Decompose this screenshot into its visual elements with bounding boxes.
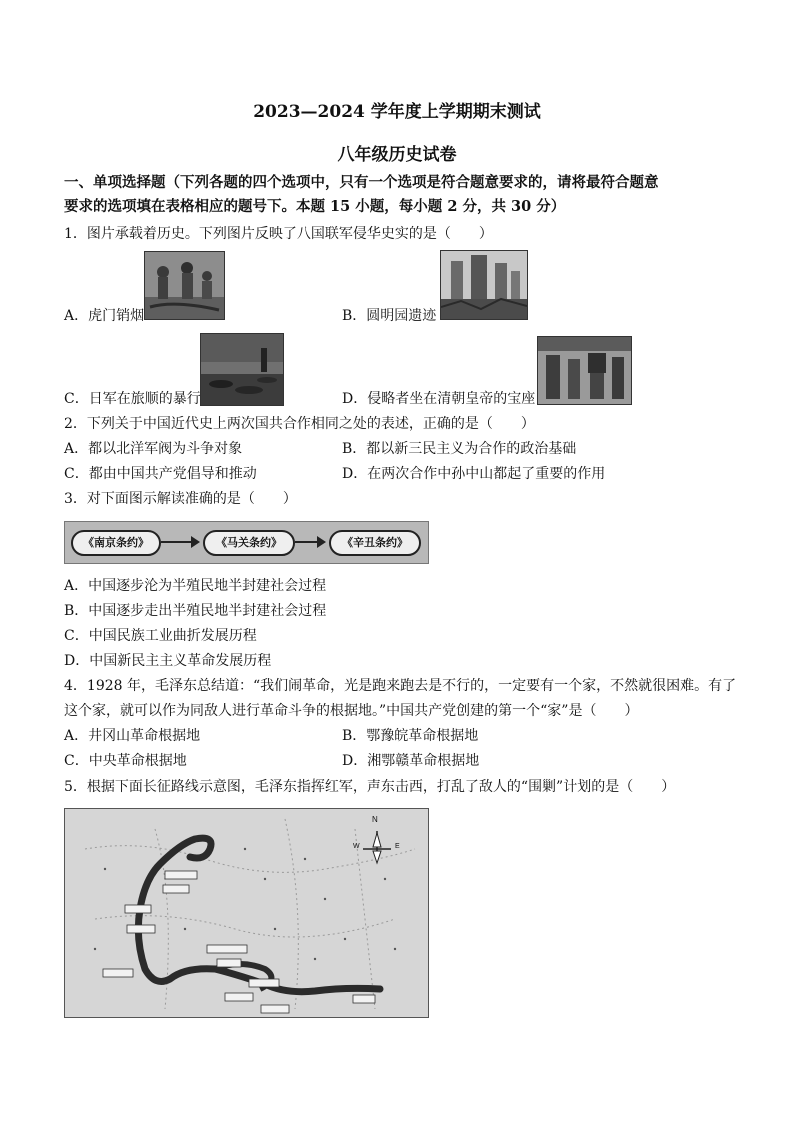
q4-option-c[interactable]: C．中央革命根据地 (64, 753, 187, 769)
q4-option-d[interactable]: D．湘鄂赣革命根据地 (342, 753, 480, 769)
q2-option-c[interactable]: C．都由中国共产党倡导和推动 (64, 466, 257, 482)
section-heading-line2: 要求的选项填在表格相应的题号下。本题 15 小题，每小题 2 分，共 30 分） (64, 198, 566, 215)
section-heading-line1: 一、单项选择题（下列各题的四个选项中，只有一个选项是符合题意要求的，请将最符合题意 (64, 174, 659, 191)
q1-image-b-yuanmingyuan (440, 250, 528, 320)
q4-option-a[interactable]: A．井冈山革命根据地 (64, 728, 201, 744)
q1-stem: 1．图片承载着历史。下列图片反映了八国联军侵华史实的是（ ） (64, 226, 493, 242)
q3-option-c[interactable]: C．中国民族工业曲折发展历程 (64, 628, 257, 644)
q1-option-b[interactable]: B．圆明园遗迹 (342, 308, 437, 324)
q1-image-a-humen (144, 251, 225, 320)
q2-option-a[interactable]: A．都以北洋军阀为斗争对象 (64, 441, 243, 457)
compass-west: W (353, 843, 360, 850)
q1-option-c[interactable]: C．日军在旅顺的暴行 (64, 391, 201, 407)
q3-option-a[interactable]: A．中国逐步沦为半殖民地半封建社会过程 (64, 578, 327, 594)
q4-stem-line1: 4．1928 年，毛泽东总结道：“我们闹革命，光是跑来跑去是不行的，一定要有一个家，不然就很困难。有了 (64, 678, 737, 694)
q4-option-b[interactable]: B．鄂豫皖革命根据地 (342, 728, 479, 744)
compass-east: E (395, 843, 400, 850)
treaty-nanjing: 《南京条约》 (71, 530, 161, 556)
arrow-right-icon (317, 536, 326, 548)
exam-subtitle: 八年级历史试卷 (337, 145, 457, 165)
q1-image-c-lushun (200, 333, 284, 406)
arrow-right-icon (191, 536, 200, 548)
compass-north: N (372, 815, 378, 824)
q3-option-b[interactable]: B．中国逐步走出半殖民地半封建社会过程 (64, 603, 327, 619)
q5-long-march-map (64, 808, 429, 1018)
q1-option-d[interactable]: D．侵略者坐在清朝皇帝的宝座 (342, 391, 536, 407)
treaty-xinchou: 《辛丑条约》 (329, 530, 421, 556)
q2-stem: 2．下列关于中国近代史上两次国共合作相同之处的表述，正确的是（ ） (64, 416, 535, 432)
q4-stem-line2: 这个家，就可以作为同敌人进行革命斗争的根据地。”中国共产党创建的第一个“家”是（ ） (64, 703, 639, 719)
q2-option-d[interactable]: D．在两次合作中孙中山都起了重要的作用 (342, 466, 606, 482)
q3-treaty-diagram (64, 521, 429, 564)
q5-stem: 5．根据下面长征路线示意图，毛泽东指挥红军，声东击西，打乱了敌人的“围剿”计划的是（ ） (64, 779, 676, 795)
compass-icon (357, 825, 397, 865)
treaty-maguan: 《马关条约》 (203, 530, 295, 556)
exam-title: 2023—2024 学年度上学期期末测试 (253, 102, 541, 122)
q1-option-a[interactable]: A．虎门销烟 (64, 308, 145, 324)
q2-option-b[interactable]: B．都以新三民主义为合作的政治基础 (342, 441, 577, 457)
q1-image-d-throne (537, 336, 632, 405)
q3-stem: 3．对下面图示解读准确的是（ ） (64, 491, 297, 507)
q3-option-d[interactable]: D．中国新民主主义革命发展历程 (64, 653, 272, 669)
